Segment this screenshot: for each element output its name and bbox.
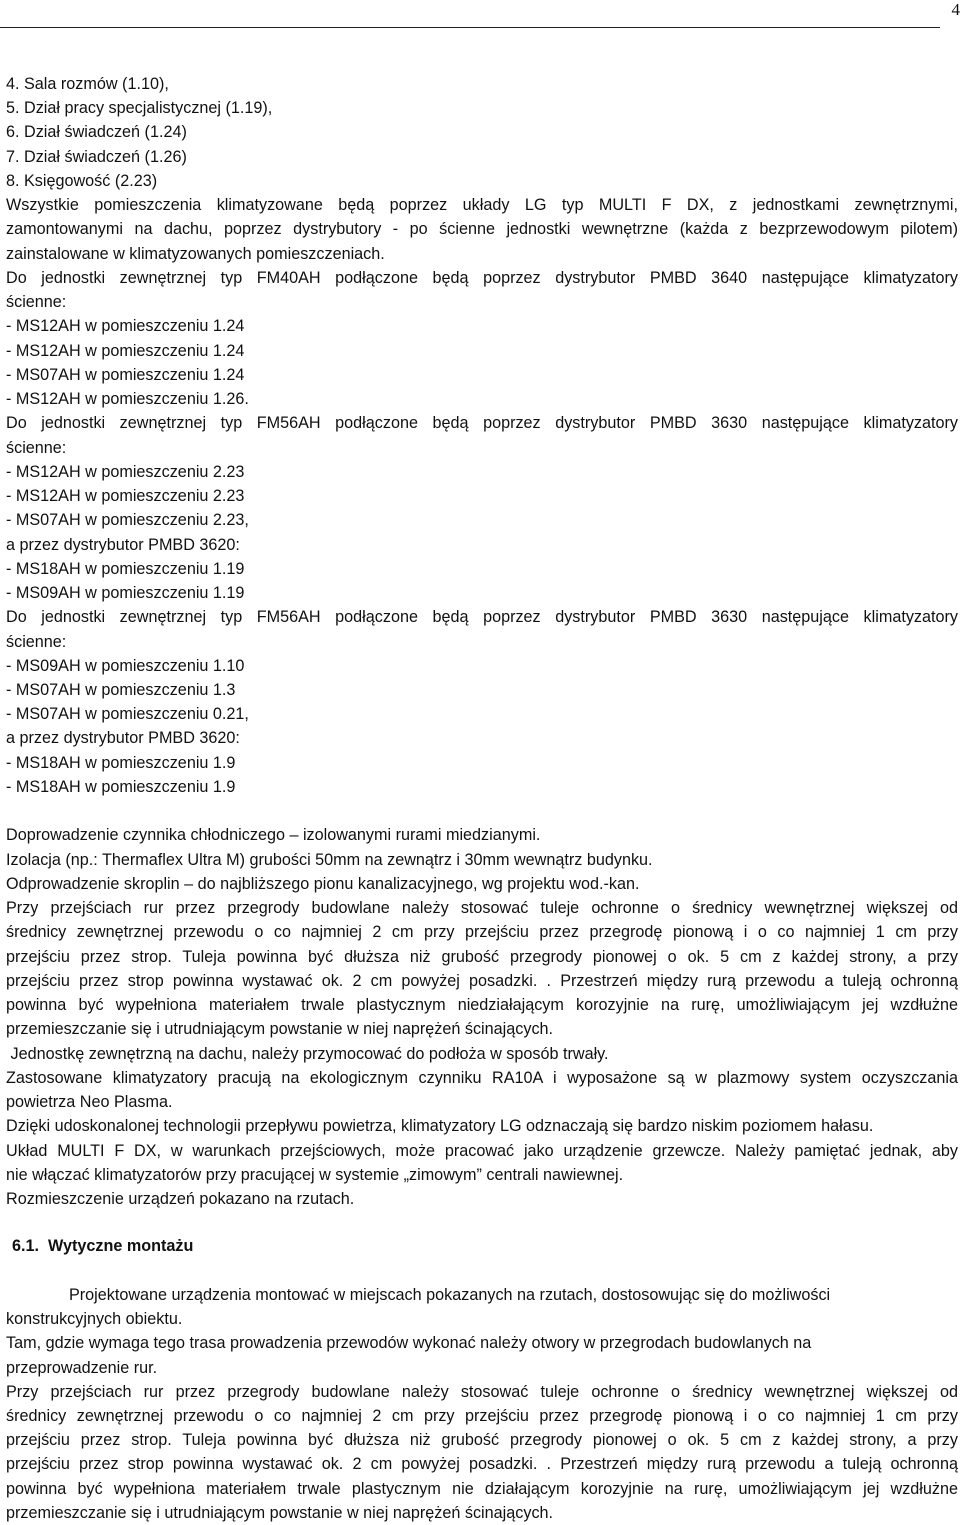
text-line: 6. Dział świadczeń (1.24): [6, 123, 187, 142]
text-line: nie włączać klimatyzatorów przy pracującej w systemie „zimowym” centrali nawiewnej.: [6, 1165, 624, 1184]
text-line: - MS09AH w pomieszczeniu 1.19: [6, 584, 245, 603]
text-line: - MS12AH w pomieszczeniu 1.24: [6, 341, 245, 360]
text-line: 5. Dział pracy specjalistycznej (1.19),: [6, 99, 273, 118]
text-line: Wszystkie pomieszczenia klimatyzowane będą poprzez układy LG typ MULTI F DX, z jednostkami zewnętrznymi,: [6, 196, 958, 215]
text-line: Rozmieszczenie urządzeń pokazano na rzutach.: [6, 1190, 355, 1209]
text-line: Odprowadzenie skroplin – do najbliższego pionu kanalizacyjnego, wg projektu wod.-kan.: [6, 874, 640, 893]
text-line: ścienne:: [6, 438, 67, 457]
text-line: przejściu przez strop powinna wystawać ok. 2 cm powyżej posadzki. . Przestrzeń między rurą przewodu a tuleją ochronną: [6, 1455, 958, 1474]
text-line: zamontowanymi na dachu, poprzez dystrybutory - po ścienne jednostki wewnętrzne (każda z bezprzewodowym pilotem): [6, 220, 958, 239]
text-line: Przy przejściach rur przez przegrody budowlane należy stosować tuleje ochronne o średnicy wewnętrznej większej od: [6, 1382, 958, 1401]
text-line: zainstalowane w klimatyzowanych pomieszczeniach.: [6, 244, 385, 263]
text-line: - MS07AH w pomieszczeniu 1.24: [6, 365, 245, 384]
text-line: - MS18AH w pomieszczeniu 1.9: [6, 753, 236, 772]
text-line: przejściu przez strop. Tuleja powinna być dłuższa niż grubość przegrody pionowej o ok. 5 cm z każdej strony, a przy: [6, 947, 958, 966]
text-line: Doprowadzenie czynnika chłodniczego – izolowanymi rurami miedzianymi.: [6, 826, 541, 845]
text-line: ścienne:: [6, 632, 67, 651]
text-line: średnicy zewnętrznej przewodu o co najmniej 2 cm przy przejściu przez przegrodę pionową i o co najmniej 1 cm przy: [6, 923, 958, 942]
text-line: przejściu przez strop. Tuleja powinna być dłuższa niż grubość przegrody pionowej o ok. 5 cm z każdej strony, a przy: [6, 1431, 958, 1450]
text-line: - MS18AH w pomieszczeniu 1.19: [6, 559, 245, 578]
text-line: Tam, gdzie wymaga tego trasa prowadzenia przewodów wykonać należy otwory w przegrodach budowlanych na: [6, 1334, 812, 1353]
text-line: - MS18AH w pomieszczeniu 1.9: [6, 777, 236, 796]
text-line: Jednostkę zewnętrzną na dachu, należy przymocować do podłoża w sposób trwały.: [6, 1044, 609, 1063]
text-line: 8. Księgowość (2.23): [6, 171, 158, 190]
text-line: konstrukcyjnych obiektu.: [6, 1310, 183, 1329]
section-title: Wytyczne montażu: [48, 1237, 194, 1255]
text-line: ścienne:: [6, 293, 67, 312]
text-line: - MS07AH w pomieszczeniu 2.23,: [6, 511, 249, 530]
text-line: powinna być wypełniona materiałem trwale plastycznym nie działającym korozyjnie na rurę, umożliwiającym jej wzdłużne: [6, 1479, 958, 1498]
text-line: 4. Sala rozmów (1.10),: [6, 75, 169, 93]
text-line: Układ MULTI F DX, w warunkach przejściowych, może pracować jako urządzenie grzewcze. Należy pamiętać jednak, aby: [6, 1141, 958, 1160]
text-line: - MS07AH w pomieszczeniu 0.21,: [6, 705, 249, 724]
text-line: Do jednostki zewnętrznej typ FM56AH podłączone będą poprzez dystrybutor PMBD 3630 następujące klimatyzatory: [6, 608, 958, 627]
page-number: 4: [951, 0, 960, 19]
text-line: - MS12AH w pomieszczeniu 1.24: [6, 317, 245, 336]
text-line: Do jednostki zewnętrznej typ FM56AH podłączone będą poprzez dystrybutor PMBD 3630 następujące klimatyzatory: [6, 414, 958, 433]
text-line: przemieszczanie się i utrudniającym powstanie w niej naprężeń ścinających.: [6, 1503, 554, 1522]
text-line: przemieszczanie się i utrudniającym powstanie w niej naprężeń ścinających.: [6, 1020, 554, 1039]
text-line: powietrza Neo Plasma.: [6, 1093, 173, 1112]
text-line: - MS12AH w pomieszczeniu 2.23: [6, 487, 245, 506]
text-line: a przez dystrybutor PMBD 3620:: [6, 535, 240, 554]
section-heading: [12, 1237, 193, 1256]
section-number: 6.1.: [12, 1237, 40, 1255]
text-line: Dzięki udoskonalonej technologii przepływu powietrza, klimatyzatory LG odznaczają się bardzo niskim poziomem hałasu.: [6, 1117, 874, 1136]
text-line: - MS09AH w pomieszczeniu 1.10: [6, 656, 245, 675]
text-line: przeprowadzenie rur.: [6, 1358, 158, 1377]
text-line: średnicy zewnętrznej przewodu o co najmniej 2 cm przy przejściu przez przegrodę pionową i o co najmniej 1 cm przy: [6, 1407, 958, 1425]
text-line: Izolacja (np.: Thermaflex Ultra M) grubości 50mm na zewnątrz i 30mm wewnątrz budynku.: [6, 850, 653, 869]
text-line: przejściu przez strop powinna wystawać ok. 2 cm powyżej posadzki. . Przestrzeń między rurą przewodu a tuleją ochronną: [6, 971, 958, 990]
text-line: Do jednostki zewnętrznej typ FM40AH podłączone będą poprzez dystrybutor PMBD 3640 następujące klimatyzatory: [6, 268, 958, 287]
text-line: Projektowane urządzenia montować w miejscach pokazanych na rzutach, dostosowując się do możliwości: [6, 1286, 831, 1304]
text-line: - MS12AH w pomieszczeniu 2.23: [6, 462, 245, 481]
text-line: a przez dystrybutor PMBD 3620:: [6, 729, 240, 748]
header-rule: [0, 27, 940, 28]
text-line: Zastosowane klimatyzatory pracują na ekologicznym czynniku RA10A i wyposażone są w plazmowy system oczyszczania: [6, 1068, 958, 1087]
text-line: - MS07AH w pomieszczeniu 1.3: [6, 681, 236, 699]
text-line: 7. Dział świadczeń (1.26): [6, 147, 187, 166]
text-line: powinna być wypełniona materiałem trwale plastycznym niedziałającym korozyjnie na rurę, umożliwiającym jej wzdłużne: [6, 996, 958, 1015]
text-line: Przy przejściach rur przez przegrody budowlane należy stosować tuleje ochronne o średnicy wewnętrznej większej od: [6, 899, 958, 918]
text-line: - MS12AH w pomieszczeniu 1.26.: [6, 390, 249, 409]
